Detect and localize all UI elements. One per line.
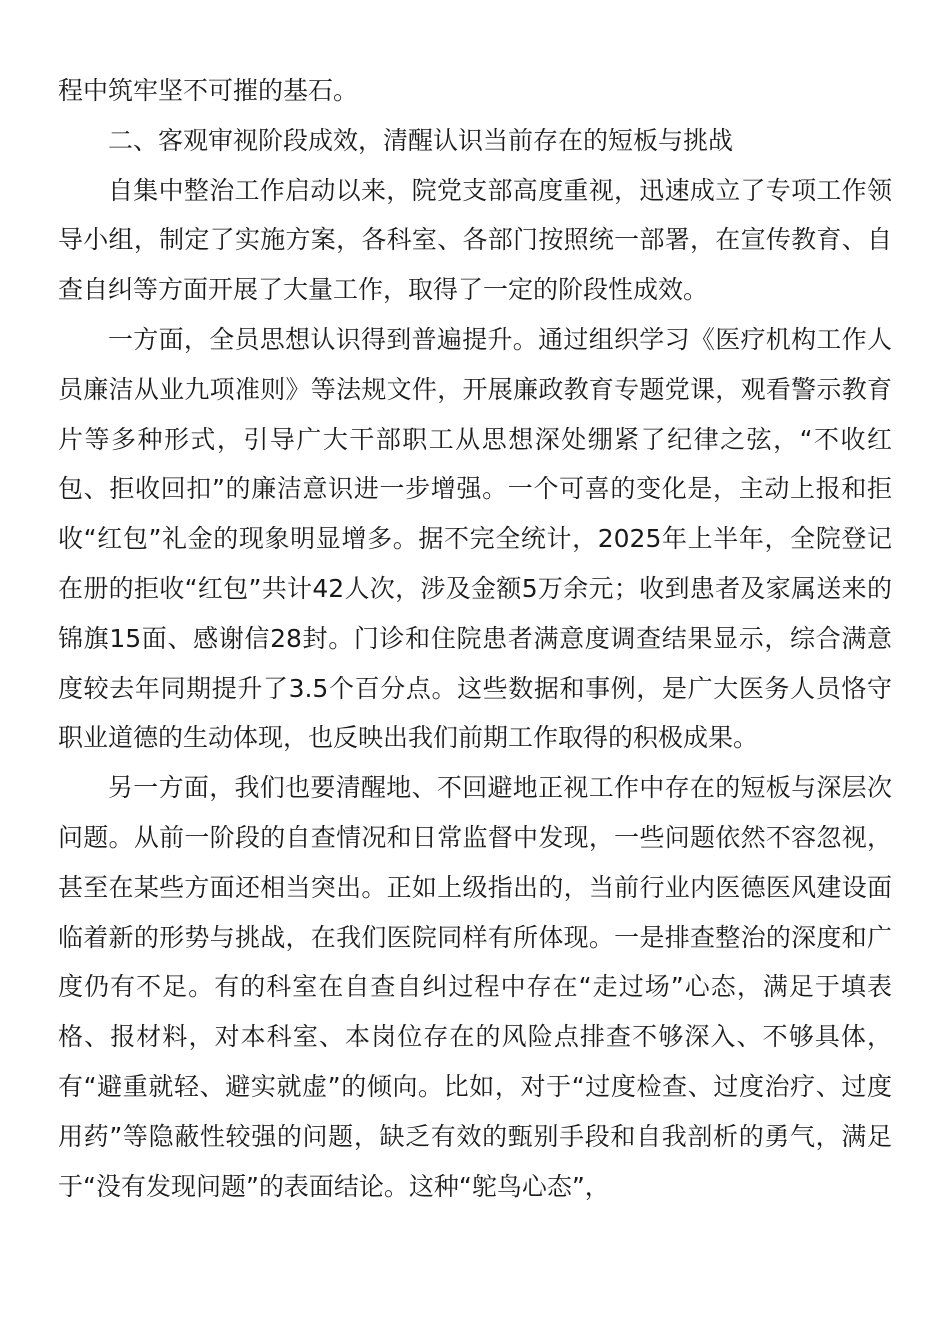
section-heading: 二、客观审视阶段成效，清醒认识当前存在的短板与挑战	[108, 125, 734, 155]
paragraph-continuation: 程中筑牢坚不可摧的基石。	[58, 76, 359, 105]
paragraph-overview: 自集中整治工作启动以来，院党支部高度重视，迅速成立了专项工作领导小组，制定了实施方案，各科室、各部门按照统一部署，在宣传教育、自查自纠等方面开展了大量工作，取得了一定的阶段性成效。	[58, 175, 892, 305]
paragraph-problems: 另一方面，我们也要清醒地、不回避地正视工作中存在的短板与深层次问题。从前一阶段的自查情况和日常监督中发现，一些问题依然不容忽视，甚至在某些方面还相当突出。正如上级指出的，当前行业内医德医风建设面临着新的形势与挑战，在我们医院同样有所体现。一是排查整治的深度和广度仍有不足。有的科室在自查自纠过程中存在“走过场”心态，满足于填表格、报材料，对本科室、本岗位存在的风险点排查不够深入、不够具体，有“避重就轻、避实就虚”的倾向。比如，对于“过度检查、过度治疗、过度用药”等隐蔽性较强的问题，缺乏有效的甄别手段和自我剖析的勇气，满足于“没有发现问题”的表面结论。这种“鸵鸟心态”，	[58, 773, 892, 1201]
paragraph-achievements: 一方面，全员思想认识得到普遍提升。通过组织学习《医疗机构工作人员廉洁从业九项准则》等法规文件，开展廉政教育专题党课，观看警示教育片等多种形式，引导广大干部职工从思想深处绷紧了纪律之弦，“不收红包、拒收回扣”的廉洁意识进一步增强。一个可喜的变化是，主动上报和拒收“红包”礼金的现象明显增多。据不完全统计，2025年上半年，全院登记在册的拒收“红包”共计42人次，涉及金额5万余元；收到患者及家属送来的锦旗15面、感谢信28封。门诊和住院患者满意度调查结果显示，综合满意度较去年同期提升了3.5个百分点。这些数据和事例，是广大医务人员恪守职业道德的生动体现，也反映出我们前期工作取得的积极成果。	[58, 324, 892, 753]
document-body	[58, 66, 892, 1211]
